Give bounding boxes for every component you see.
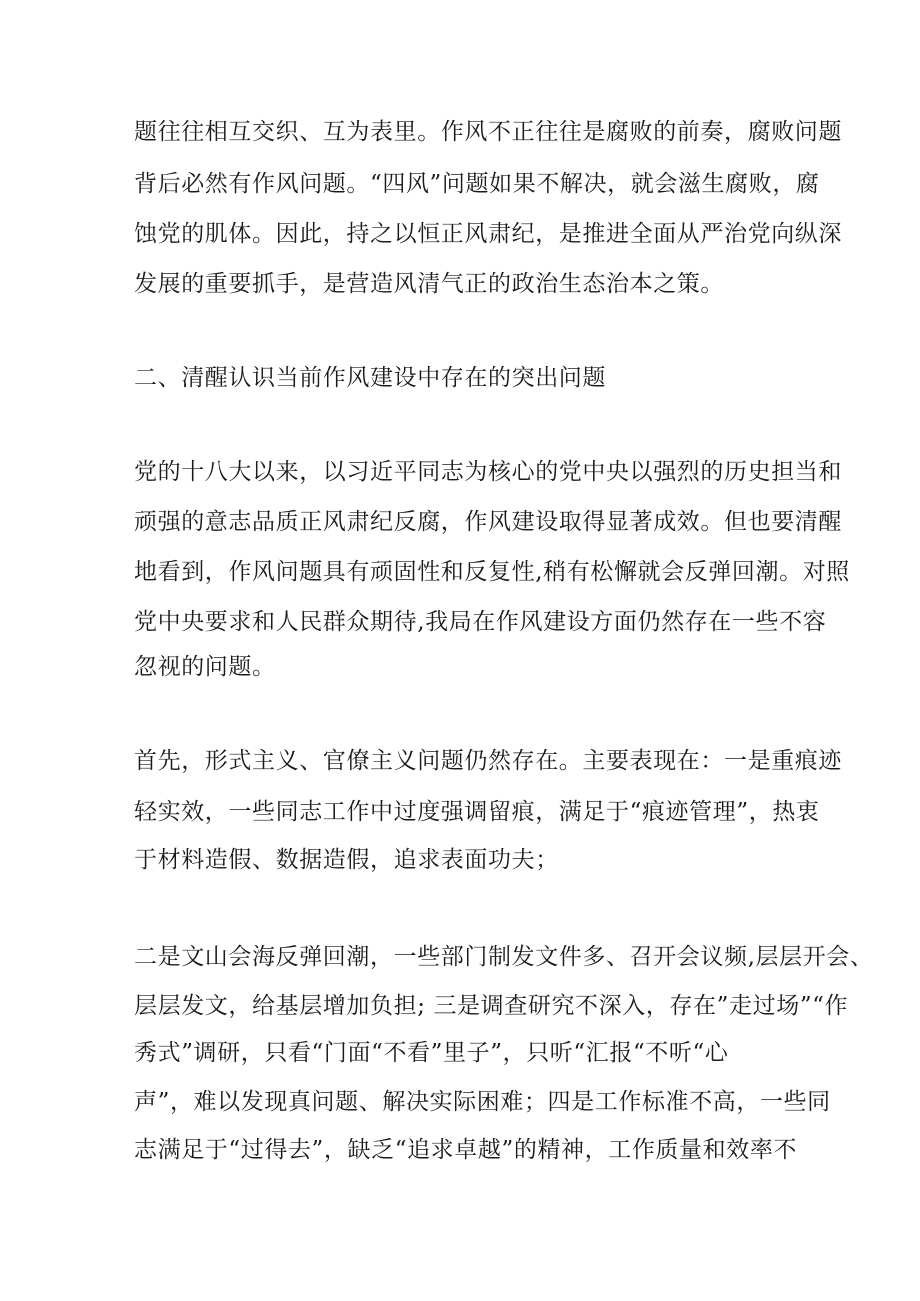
paragraph-3-line-1: 党的十八大以来，以习近平同志为核心的党中央以强烈的历史担当和 [134, 459, 842, 485]
paragraph-3-line-2: 顽强的意志品质正风肃纪反腐，作风建设取得显著成效。但也要清醒 [134, 509, 842, 535]
paragraph-5-line-5: 志满足于“过得去”，缺乏“追求卓越”的精神，工作质量和效率不 [134, 1137, 798, 1163]
paragraph-5-line-1: 二是文山会海反弹回潮，一些部门制发文件多、召开会议频,层层开会、 [134, 944, 874, 970]
paragraph-5-line-3: 秀式”调研，只看“门面“不看”里子”，只听“汇报“不听“心 [134, 1040, 729, 1066]
paragraph-1-line-2: 背后必然有作风问题。“四风”问题如果不解决，就会滋生腐败，腐 [134, 171, 820, 197]
paragraph-3-line-3: 地看到，作风问题具有顽固性和反复性,稍有松懈就会反弹回潮。对照 [134, 559, 850, 585]
paragraph-3-line-4: 党中央要求和人民群众期待,我局在作风建设方面仍然存在一些不容 [134, 609, 827, 635]
paragraph-5-line-4: 声”，难以发现真问题、解决实际困难；四是工作标准不高，一些同 [134, 1089, 831, 1115]
section-heading: 二、清醒认识当前作风建设中存在的突出问题 [134, 365, 606, 391]
paragraph-3-line-5: 忽视的问题。 [134, 654, 276, 680]
paragraph-4-line-2: 轻实效，一些同志工作中过度强调留痕，满足于“痕迹管理”，热衷 [134, 799, 820, 825]
paragraph-4-line-1: 首先，形式主义、官僚主义问题仍然存在。主要表现在：一是重痕迹 [134, 748, 842, 774]
paragraph-1-line-3: 蚀党的肌体。因此，持之以恒正风肃纪，是推进全面从严治党向纵深 [134, 221, 842, 247]
paragraph-4-line-3: 于材料造假、数据造假，追求表面功夫； [134, 847, 559, 873]
paragraph-1-line-4: 发展的重要抓手，是营造风清气正的政治生态治本之策。 [134, 271, 724, 297]
paragraph-5-line-2: 层层发文，给基层增加负担; 三是调查研究不深入，存在”走过场”“作 [134, 993, 849, 1019]
paragraph-1-line-1: 题往往相互交织、互为表里。作风不正往往是腐败的前奏，腐败问题 [134, 119, 842, 145]
